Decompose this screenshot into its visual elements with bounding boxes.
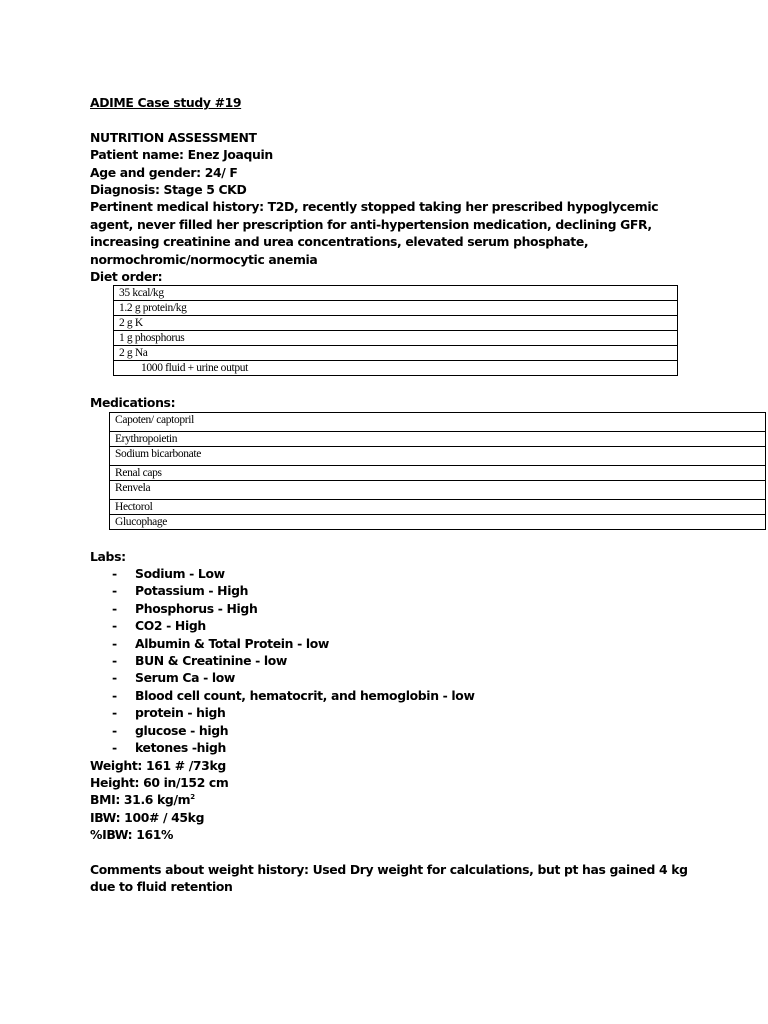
table-row: [110, 447, 766, 466]
table-row: [110, 413, 766, 432]
patient-name: Patient name: Enez Joaquin: [90, 147, 273, 163]
lab-text: Serum Ca - low: [135, 670, 236, 686]
list-item: [90, 704, 700, 721]
lab-text: ketones -high: [135, 740, 227, 756]
medications-table: [109, 412, 766, 530]
table-cell: Renvela: [110, 481, 766, 500]
weight-history-comments: Comments about weight history: Used Dry weight for calculations, but pt has gained 4 kg due to fluid retention: [90, 861, 688, 895]
lab-text: Sodium - Low: [135, 566, 225, 582]
bmi: [90, 791, 700, 808]
document-page: [90, 94, 700, 896]
list-dash: -: [112, 670, 117, 686]
lab-text: glucose - high: [135, 722, 229, 738]
list-dash: -: [112, 653, 117, 669]
list-dash: -: [112, 687, 117, 703]
list-item: [90, 739, 700, 756]
list-item: [90, 565, 700, 582]
table-cell: Sodium bicarbonate: [110, 447, 766, 466]
height: Height: 60 in/152 cm: [90, 774, 229, 790]
table-row: [114, 361, 678, 376]
labs-list: [90, 565, 700, 756]
list-dash: -: [112, 583, 117, 599]
table-row: [114, 331, 678, 346]
lab-text: BUN & Creatinine - low: [135, 653, 288, 669]
table-row: [110, 500, 766, 515]
list-dash: -: [112, 566, 117, 582]
table-cell: 2 g Na: [114, 346, 678, 361]
section-heading: NUTRITION ASSESSMENT: [90, 129, 257, 145]
list-item: [90, 652, 700, 669]
percent-ideal-body-weight: %IBW: 161%: [90, 827, 174, 843]
spacer: [90, 530, 700, 547]
document-title: ADIME Case study #19: [90, 95, 242, 110]
list-dash: -: [112, 705, 117, 721]
table-row: [114, 301, 678, 316]
bmi-superscript: 2: [190, 793, 195, 802]
medical-history: Pertinent medical history: T2D, recently stopped taking her prescribed hypoglycemic agent, never filled her prescription for anti-hypertension medication, declining GFR, increasing creatinine and urea concentrations, elevated serum phosphate, normochromic/normocytic anemia: [90, 199, 659, 267]
spacer: [90, 844, 700, 861]
labs-label: Labs:: [90, 548, 126, 564]
list-dash: -: [112, 635, 117, 651]
table-cell: 1 g phosphorus: [114, 331, 678, 346]
table-cell: Renal caps: [110, 466, 766, 481]
table-row: [114, 346, 678, 361]
list-item: [90, 617, 700, 634]
table-cell: Erythropoietin: [110, 432, 766, 447]
bmi-value: BMI: 31.6 kg/m: [90, 792, 191, 808]
list-item: [90, 635, 700, 652]
lab-text: protein - high: [135, 705, 226, 721]
list-item: [90, 669, 700, 686]
table-cell: Glucophage: [110, 515, 766, 530]
table-row: [110, 432, 766, 447]
ideal-body-weight: IBW: 100# / 45kg: [90, 809, 205, 825]
diet-order-table: [113, 285, 678, 376]
diet-order-label: Diet order:: [90, 269, 163, 285]
table-cell: Capoten/ captopril: [110, 413, 766, 432]
table-cell: 1000 fluid + urine output: [114, 361, 678, 376]
list-dash: -: [112, 722, 117, 738]
list-dash: -: [112, 740, 117, 756]
weight: Weight: 161 # /73kg: [90, 757, 226, 773]
list-dash: -: [112, 600, 117, 616]
medications-label: Medications:: [90, 394, 176, 410]
table-row: [114, 286, 678, 301]
list-dash: -: [112, 618, 117, 634]
age-gender: Age and gender: 24/ F: [90, 164, 238, 180]
table-row: [114, 316, 678, 331]
lab-text: CO2 - High: [135, 618, 206, 634]
table-cell: 2 g K: [114, 316, 678, 331]
table-cell: 1.2 g protein/kg: [114, 301, 678, 316]
spacer: [90, 111, 700, 128]
list-item: [90, 687, 700, 704]
lab-text: Blood cell count, hematocrit, and hemoglobin - low: [135, 687, 475, 703]
table-row: [110, 515, 766, 530]
lab-text: Phosphorus - High: [135, 600, 258, 616]
diagnosis: Diagnosis: Stage 5 CKD: [90, 182, 247, 198]
list-item: [90, 600, 700, 617]
table-cell: Hectorol: [110, 500, 766, 515]
table-row: [110, 481, 766, 500]
table-row: [110, 466, 766, 481]
spacer: [90, 376, 700, 393]
lab-text: Albumin & Total Protein - low: [135, 635, 330, 651]
list-item: [90, 582, 700, 599]
table-cell: 35 kcal/kg: [114, 286, 678, 301]
list-item: [90, 722, 700, 739]
lab-text: Potassium - High: [135, 583, 249, 599]
